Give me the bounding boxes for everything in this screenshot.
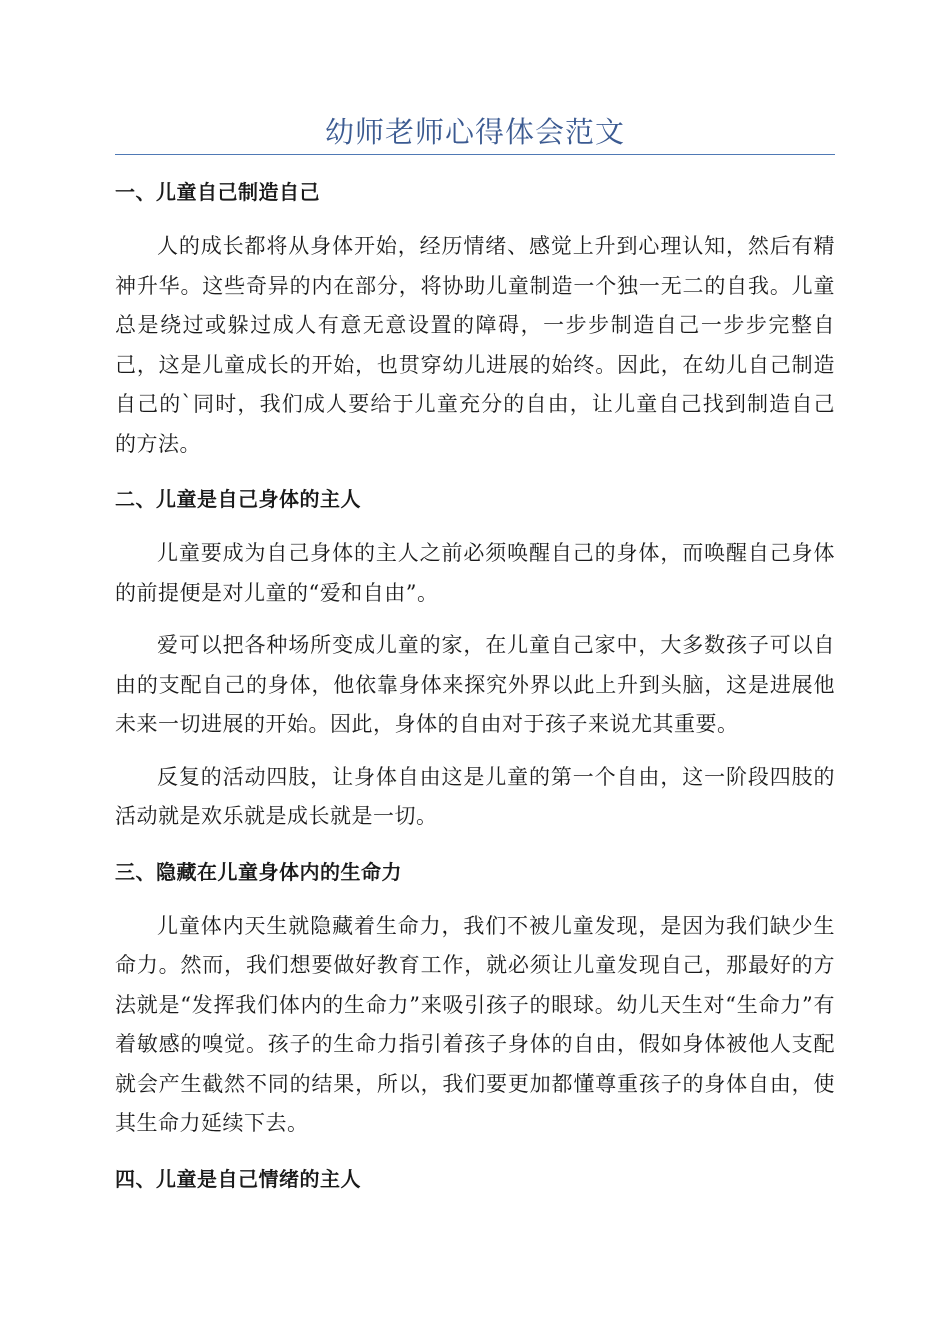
section-heading: 四、儿童是自己情绪的主人 bbox=[115, 1166, 361, 1191]
section-3 bbox=[115, 850, 835, 1144]
paragraph: 人的成长都将从身体开始，经历情绪、感觉上升到心理认知，然后有精神升华。这些奇异的内在部分，将协助儿童制造一个独一无二的自我。儿童总是绕过或躲过成人有意无意设置的障碍，一步步制造自己一步步完整自己，这是儿童成长的开始，也贯穿幼儿进展的始终。因此，在幼儿自己制造自己的`同时，我们成人要给于儿童充分的自由，让儿童自己找到制造自己的方法。 bbox=[115, 234, 835, 456]
section-heading: 二、儿童是自己身体的主人 bbox=[115, 487, 361, 511]
paragraph: 爱可以把各种场所变成儿童的家，在儿童自己家中，大多数孩子可以自由的支配自己的身体，他依靠身体来探究外界以此上升到头脑，这是进展他未来一切进展的开始。因此，身体的自由对于孩子来说尤其重要。 bbox=[115, 633, 835, 736]
document-title: 幼师老师心得体会范文 bbox=[324, 115, 625, 149]
paragraph: 儿童体内天生就隐藏着生命力，我们不被儿童发现，是因为我们缺少生命力。然而，我们想要做好教育工作，就必须让儿童发现自己，那最好的方法就是“发挥我们体内的生命力”来吸引孩子的眼球。幼儿天生对“生命力”有着敏感的嗅觉。孩子的生命力指引着孩子身体的自由，假如身体被他人支配就会产生截然不同的结果，所以，我们要更加都懂尊重孩子的身体自由，使其生命力延续下去。 bbox=[115, 913, 835, 1135]
section-2 bbox=[115, 477, 835, 837]
paragraph: 儿童要成为自己身体的主人之前必须唤醒自己的身体，而唤醒自己身体的前提便是对儿童的“爱和自由”。 bbox=[115, 541, 835, 605]
title-underline bbox=[115, 154, 835, 155]
paragraph: 反复的活动四肢，让身体自由这是儿童的第一个自由，这一阶段四肢的活动就是欢乐就是成长就是一切。 bbox=[115, 764, 835, 828]
section-4 bbox=[115, 1157, 835, 1201]
section-heading: 三、隐藏在儿童身体内的生命力 bbox=[115, 859, 402, 884]
document-body bbox=[115, 170, 835, 1214]
section-heading: 一、儿童自己制造自己 bbox=[115, 180, 320, 204]
section-1 bbox=[115, 170, 835, 464]
